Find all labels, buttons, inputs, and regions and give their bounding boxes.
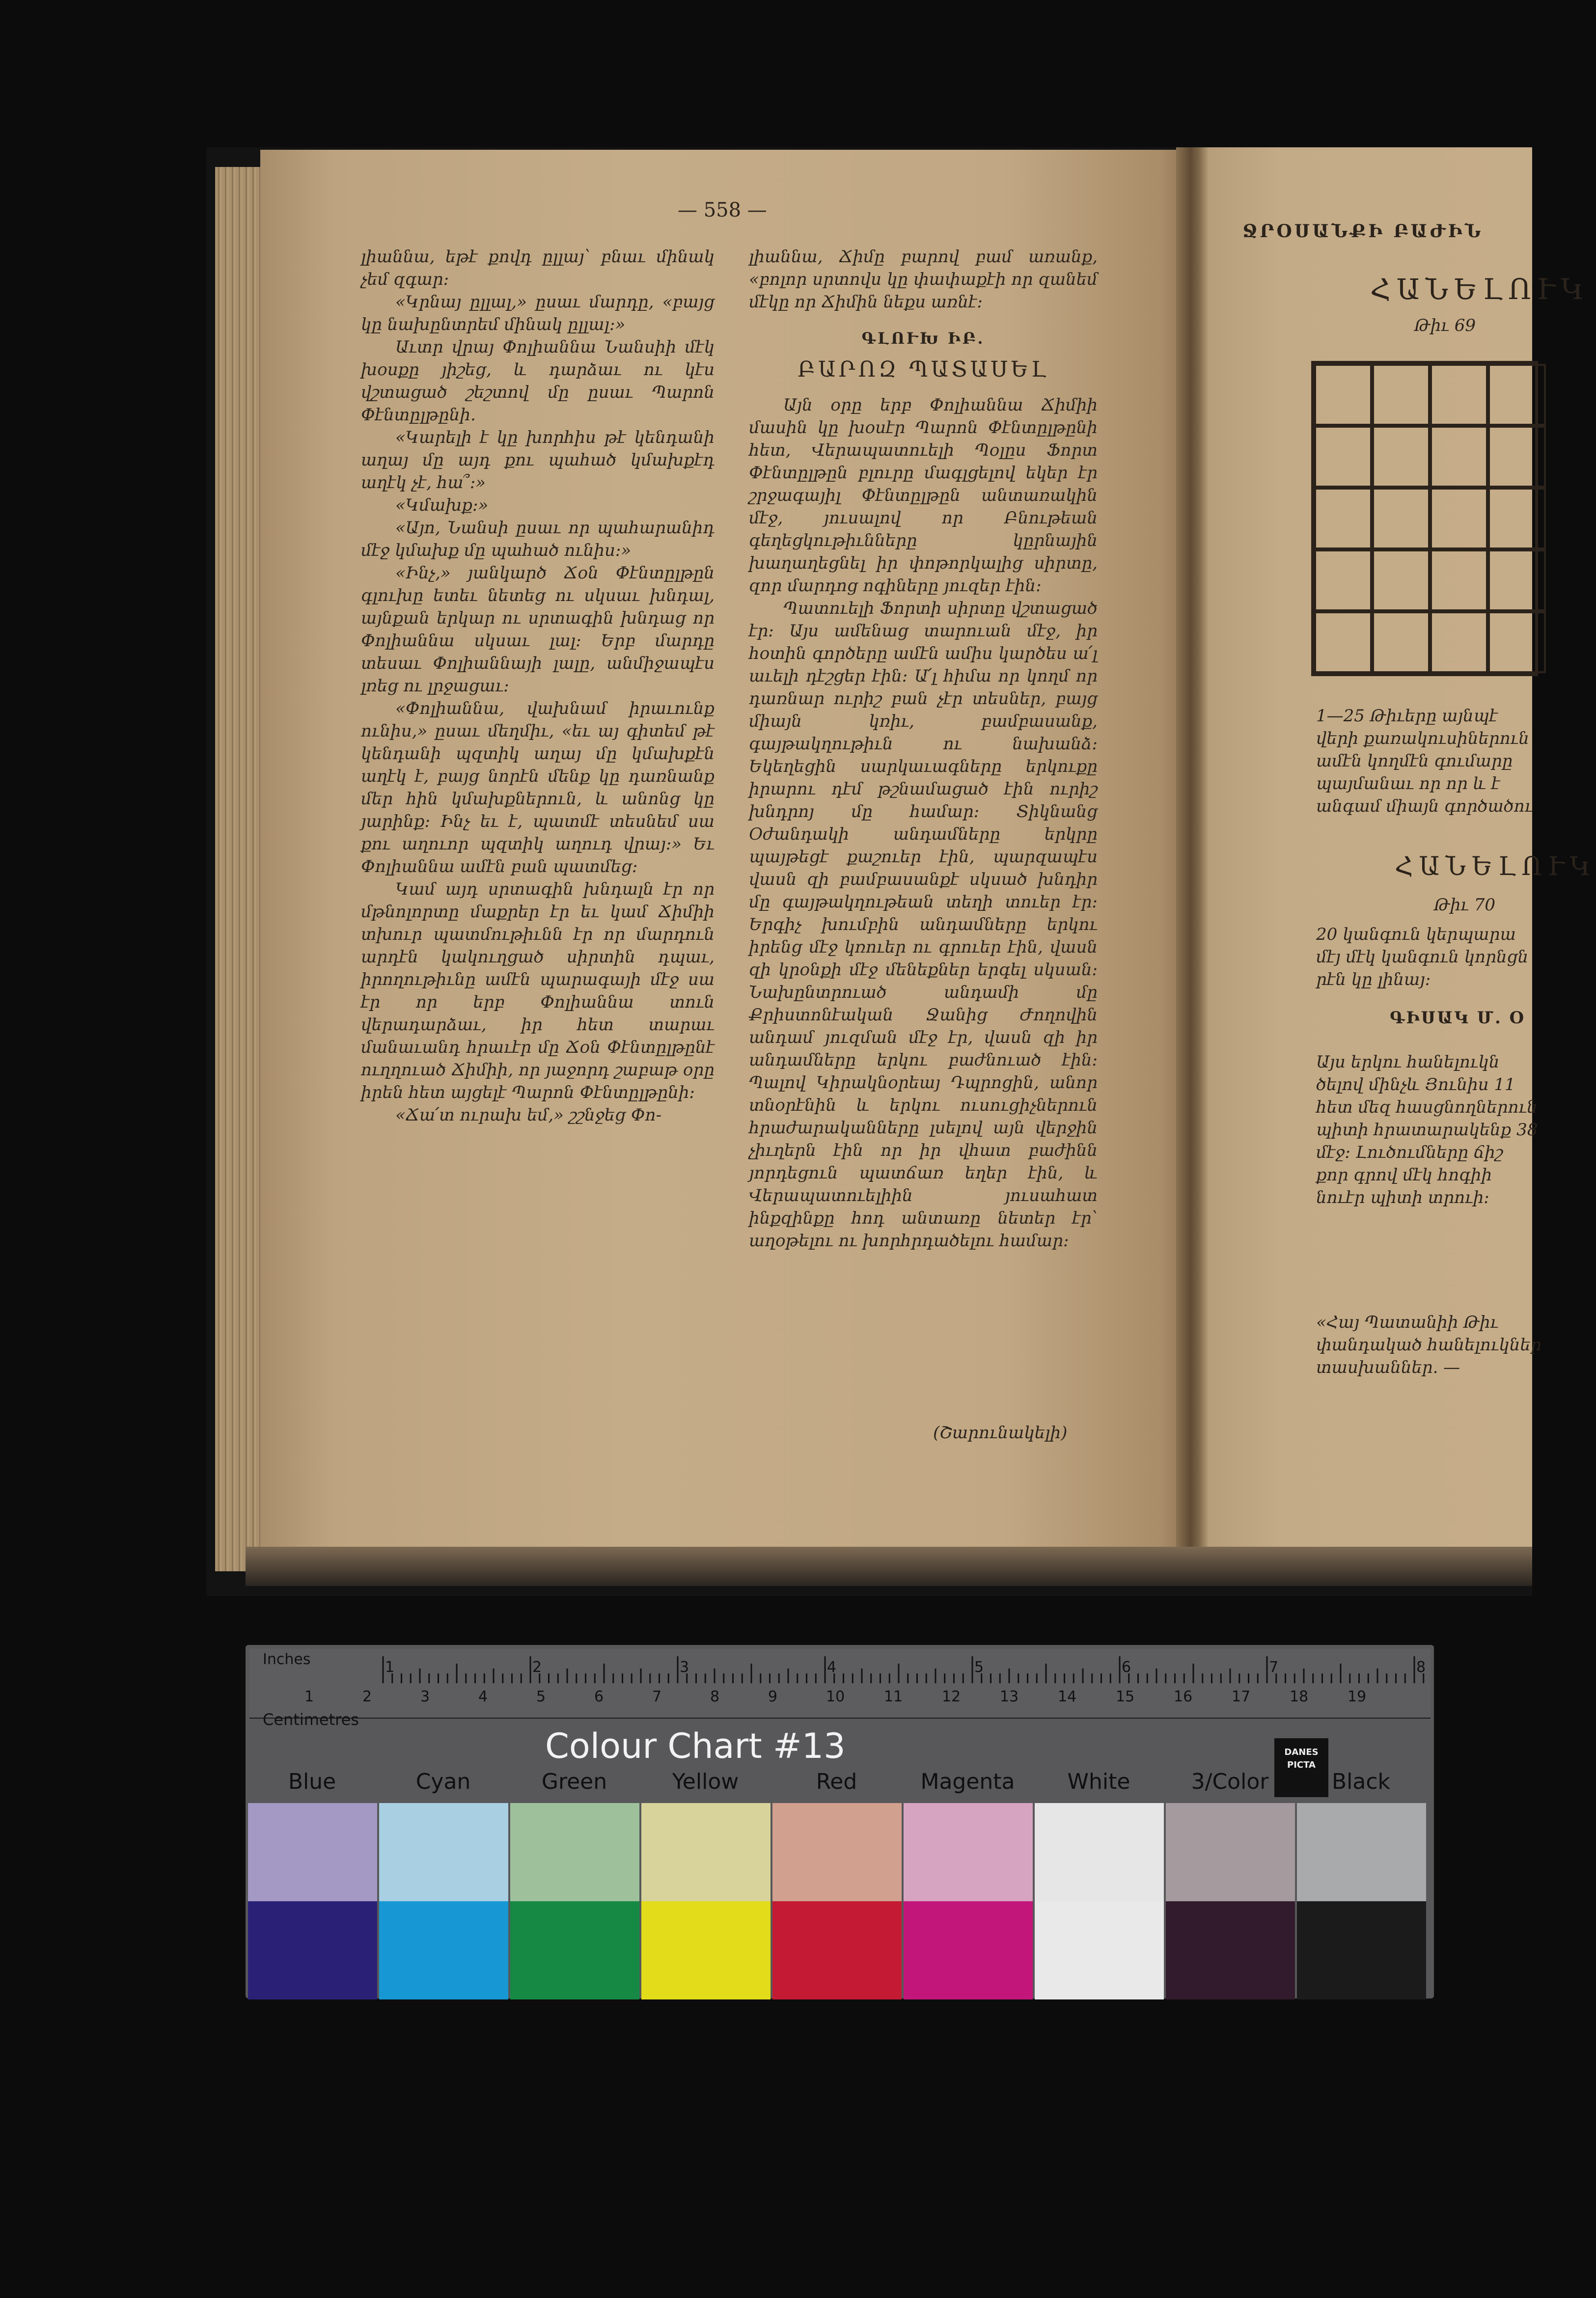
- swatch-label: Yellow: [672, 1769, 739, 1794]
- cm-number: 6: [594, 1688, 604, 1705]
- swatch-label: Black: [1331, 1769, 1391, 1794]
- swatch-dark: [904, 1901, 1033, 1999]
- swatch-dark: [772, 1901, 902, 1999]
- swatch-light: [379, 1803, 508, 1901]
- book-gutter: [1176, 147, 1208, 1566]
- swatch-light: [904, 1803, 1033, 1901]
- cm-number: 17: [1232, 1688, 1251, 1705]
- cm-number: 8: [710, 1688, 720, 1705]
- cm-number: 13: [1000, 1688, 1019, 1705]
- swatch-dark: [1297, 1901, 1426, 1999]
- text-line: րէն կը լինայ։: [1316, 970, 1431, 989]
- inch-number: 3: [680, 1659, 689, 1676]
- paragraph: լիաննա, Ճիմը բարով բամ առանք, «բոլոր սրտովս կը փափաքէի որ զանեմ մէկը որ Ճիմին նեքս առնէ։: [749, 247, 1098, 312]
- puzzle-instructions: [1316, 705, 1532, 818]
- swatch-dark: [510, 1901, 639, 1999]
- inch-number: 7: [1269, 1659, 1279, 1676]
- centimetres-label: Centimetres: [263, 1710, 359, 1729]
- paragraph: «Այո, Նանսի ըսաւ որ պահարանիդ մէջ կմախք մը պահած ունիս։»: [361, 518, 715, 560]
- swatch-label: Green: [541, 1769, 607, 1794]
- inch-number: 5: [974, 1659, 984, 1676]
- cm-number: 15: [1116, 1688, 1135, 1705]
- paragraph: «Ճա՛տ ուրախ եմ,» շշնջեց Փո-: [395, 1105, 662, 1125]
- middle-text-column: [749, 246, 1098, 1252]
- answers-note: [1316, 1311, 1541, 1379]
- cm-number: 1: [304, 1688, 314, 1705]
- inch-number: 1: [385, 1659, 395, 1676]
- text-line: ամէն կողմէն գումարը: [1316, 751, 1513, 771]
- cm-number: 18: [1290, 1688, 1309, 1705]
- puzzle-grid: [1311, 361, 1538, 676]
- paragraph: Պատուելի Ֆորտի սիրտը վշտացած էր։ Այս ամենաց տարուան մէջ, իր հօտին գործերը ամէն ամիս կարծես ա՛լ աւելի դէշցեր էին։ Ա՛լ հիմա որ կողմ որ դառնար ուրիշ բան չէր տեսներ, բայց միայն կռիւ, բամբասանք, գայթակղութիւն ու նախանձ։ Եկեղեցին սարկաւագները երկուքը իրարու դէմ թշնամացած էին ուրիշ խնդրոյ մը համար։ Տիկնանց Օժանդակի անդամները երկրը պայթեցէ քաշուեր էին, պարզապէս վասն զի բամբասանքէ սկսած խնդիր մը գայթակղութեան տեղի տուեր էր։ Երգիչ խումբին անդամները երկու իրենց մէջ կռուեր ու գրուեր էին, վասն զի կրօնքի մէջ մենեքներ երգել սկսան։ Նախընտրուած անդամի մը Քրիստոնէական Ջանից Ժողովին անդամ յուզման մէջ էր, վասն զի իր անդամները երկու բաժնուած էին։ Պալով Կիրակնօրեայ Դպրոցին, անոր տնօրէնին և երկու ուսուցիչներուն հրաժարականները լսելով այն վերջին չիւղերն էին որ իր վհատ բաժինն յորդեցուն պատճառ եղեր էին, և Վերապատուելիին յուսահատ ինքզինքը հոդ անտառը նետեր էր՝ աղօթելու ու խորհրդածելու համար։: [749, 599, 1098, 1251]
- puzzle-title: ՀԱՆԵԼՈՒԿ: [1370, 273, 1590, 306]
- cm-number: 9: [768, 1688, 778, 1705]
- left-text-column: [361, 246, 715, 1126]
- puzzle-notice: [1316, 1051, 1538, 1209]
- swatch-light: [772, 1803, 902, 1901]
- text-line: մէջ։ Լուծումները ճիշ: [1316, 1143, 1503, 1162]
- swatch-dark: [641, 1901, 770, 1999]
- text-line: անգամ միայն գործածու: [1316, 796, 1533, 816]
- ruler-ticks: [265, 1649, 1429, 1683]
- inch-number: 2: [532, 1659, 542, 1676]
- text-line: մէյ մէկ կանգուն կորնցն: [1316, 947, 1529, 967]
- text-line: տասխաններ. —: [1316, 1358, 1460, 1377]
- swatch-dark: [379, 1901, 508, 1999]
- cm-number: 5: [536, 1688, 546, 1705]
- paragraph: «Կարելի է կը խորհիս թէ կենդանի աղայ մը այդ քու պահած կմախքէդ աղէկ չէ, հա՞։»: [361, 428, 715, 492]
- swatch-light: [248, 1803, 377, 1901]
- paragraph: «Կմախք։»: [395, 495, 489, 515]
- text-line: 1—25 Թիւերը այնպէ: [1316, 706, 1498, 726]
- swatch-label: 3/Color: [1191, 1769, 1269, 1794]
- paragraph: «Փոլիաննա, վախնամ իրաւունք ունիս,» ըսաւ մեղմիւ, «եւ այ գիտեմ թէ կենդանի պզտիկ աղայ մը կմախքէն աղէկ է, բայց նորէն մենք կը դառնանք մեր հին կմախքներուն, և անոնց կը յարինք։ Ինչ եւ է, պատմէ տեսնեմ սա քու աղուոր պզտիկ աղուդ վրայ։» Եւ Փոլիաննա ամէն բան պատմեց։: [361, 699, 715, 876]
- text-line: փանդակած հանելուկներ: [1316, 1335, 1541, 1355]
- text-line: նուէր պիտի տրուի։: [1316, 1188, 1489, 1207]
- paragraph: «Ինչ,» յանկարծ Ճօն Փէնտըլթըն գլուխը ետեւ նետեց ու սկսաւ խնդալ, այնքան երկար ու սրտագին խնդաց որ Փոլիաննա սկսաւ լալ։ Երբ մարդը տեսաւ Փոլիաննայի լալը, անմիջապէս լռեց ու լրջացաւ։: [361, 563, 715, 696]
- puzzle-text: [1316, 923, 1532, 991]
- cm-number: 4: [478, 1688, 488, 1705]
- text-line: վերի քառակուսիներուն: [1316, 729, 1529, 748]
- paragraph: Աւտր վրայ Փոլիաննա Նանսիի մէկ խօսքը յիշեց, և դարձաւ ու կէս վշտացած շեշտով մը ըսաւ Պարոն Փէնտըլթընի.: [361, 337, 715, 425]
- puzzle-title: ՀԱՆԵԼՈՒԿ: [1395, 852, 1596, 881]
- cm-number: 2: [362, 1688, 372, 1705]
- continued-note: (Շարունակելի): [933, 1423, 1068, 1443]
- swatch-label: Blue: [288, 1769, 336, 1794]
- swatch-light: [641, 1803, 770, 1901]
- author-label: ԳԻՍԱԿ Մ. Օ: [1390, 1008, 1526, 1028]
- swatch-label: Cyan: [415, 1769, 471, 1794]
- text-line: Այս երկու հանելուկն: [1316, 1052, 1500, 1072]
- cm-number: 14: [1058, 1688, 1077, 1705]
- text-line: «Հայ Պատանիի Թիւ: [1316, 1313, 1499, 1332]
- puzzle-number: Թիւ 69: [1414, 316, 1476, 335]
- swatch-label: Magenta: [920, 1769, 1015, 1794]
- text-line: պիտի հրատարակենք 38: [1316, 1120, 1538, 1140]
- text-line: քոր գրով մէկ հոգիի: [1316, 1165, 1492, 1185]
- swatch-label: White: [1067, 1769, 1130, 1794]
- cm-number: 16: [1174, 1688, 1193, 1705]
- chapter-title: ԲԱՐՈԶ ՊԱՏԱՍԵԼ: [798, 357, 1049, 382]
- cm-number: 10: [826, 1688, 845, 1705]
- cm-number: 19: [1348, 1688, 1367, 1705]
- text-line: 20 կանգուն կերպարա: [1316, 925, 1516, 944]
- swatch-light: [1297, 1803, 1426, 1901]
- inch-number: 6: [1122, 1659, 1131, 1676]
- cm-number: 11: [884, 1688, 903, 1705]
- swatch-dark: [1035, 1901, 1164, 1999]
- paragraph: Կամ այդ սրտագին խնդալն էր որ մթնոլորտը մաքրեր էր եւ կամ Ճիմիի տխուր պատմութիւնն էր որ մարդուն արդէն կակուղցած սիրտին դպաւ, իրողութիւնը ամէն պարագայի մէջ սա էր որ երբ Փոլիաննա տուն վերադարձաւ, իր հետ տարաւ մանաւանդ հրաւէր մը Ճօն Փէնտըլթընէ ուղղուած Ճիմիի, որ յաջորդ շաբաթ օրը իրեն հետ այցելէ Պարոն Փէնտըլթընի։: [361, 879, 715, 1102]
- swatch-dark: [1166, 1901, 1295, 1999]
- danes-picta-logo: DANES PICTA: [1274, 1738, 1328, 1797]
- text-line: հետ մեզ հասցնողներուն: [1316, 1097, 1538, 1117]
- inch-number: 8: [1416, 1659, 1426, 1676]
- book-bottom-edge: [246, 1547, 1532, 1586]
- inches-label: Inches: [263, 1651, 311, 1668]
- swatch-label: Red: [816, 1769, 857, 1794]
- puzzle-number: Թիւ 70: [1434, 895, 1495, 915]
- section-header: ՋՐՕՍԱՆՔԻ ԲԱԺԻՆ: [1242, 221, 1484, 242]
- text-line: պայմանաւ որ որ և է: [1316, 774, 1500, 793]
- swatch-light: [1035, 1803, 1164, 1901]
- cm-number: 7: [652, 1688, 662, 1705]
- swatch-dark: [248, 1901, 377, 1999]
- cm-number: 12: [942, 1688, 961, 1705]
- page-number: — 558 —: [678, 199, 767, 221]
- text-line: ծելով մինչև Յունիս 11: [1316, 1075, 1515, 1094]
- chart-title: Colour Chart #13: [545, 1726, 846, 1766]
- paragraph: Այն օրը երբ Փոլիաննա Ճիմիի մասին կը խօսէր Պարոն Փէնտըլթընի հետ, Վերապատուելի Պօլըս Ֆորտ Փէնտըլթըն բլուրը մագլցելով եկեր էր շրջագայիլ Փէնտըլթըն անտառակին մէջ, յուսալով որ Բնութեան գեղեցկութիւնները կըրնային խաղաղեցնել իր փոթորկալից սիրտը, զոր մարդոց ոգիները յուզեր էին։: [749, 395, 1098, 596]
- swatch-light: [1166, 1803, 1295, 1901]
- swatch-light: [510, 1803, 639, 1901]
- paragraph: «Կրնայ ըլլալ,» ըսաւ մարդը, «բայց կը նախընտրեմ մինակ ըլլալ։»: [361, 292, 715, 334]
- inch-number: 4: [827, 1659, 837, 1676]
- cm-number: 3: [420, 1688, 430, 1705]
- chapter-label: ԳԼՈՒԽ ԻԲ.: [861, 329, 985, 348]
- paragraph: լիաննա, եթէ քովդ ըլլայ՝ բնաւ մինակ չեմ զգար։: [361, 247, 715, 289]
